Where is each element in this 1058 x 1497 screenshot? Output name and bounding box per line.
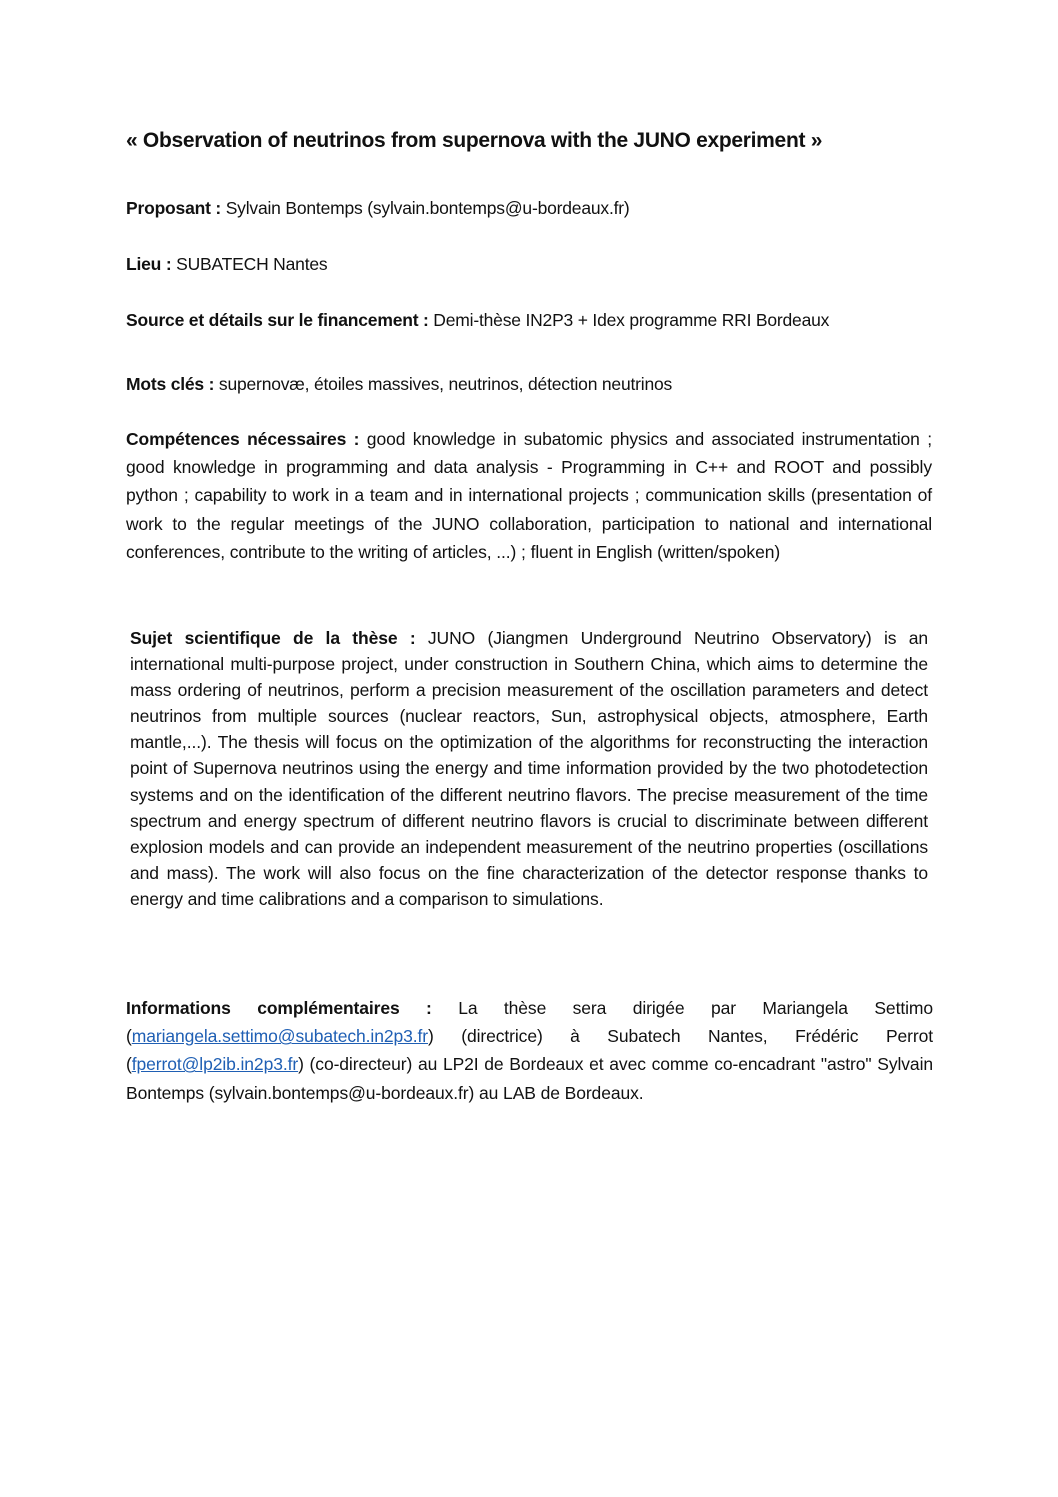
field-value: Demi-thèse IN2P3 + Idex programme RRI Bordeaux: [428, 310, 830, 330]
field-financement: [126, 310, 829, 331]
section-text: ) (directrice) à Subatech Nantes, Frédéric Perrot (: [126, 1026, 933, 1075]
section-text: La thèse sera dirigée par Mariangela Settimo (: [126, 998, 933, 1047]
section-text: good knowledge in subatomic physics and associated instrumentation ; good knowledge in programming and data analysis - Programming in C++ and ROOT and possibly python ; capability to work in a team and in international projects ; communication skills (presentation of work to the regular meetings of the JUNO collaboration, participation to national and international conferences, contribute to the writing of articles, ...) ; fluent in English (written/spoken): [126, 429, 932, 562]
section-label: Compétences nécessaires :: [126, 429, 360, 449]
field-label: Proposant :: [126, 198, 222, 218]
field-proposant: [126, 198, 630, 219]
field-label: Mots clés :: [126, 374, 215, 394]
field-mots-cles: [126, 374, 672, 395]
section-informations-complementaires: [126, 994, 933, 1107]
field-value: Sylvain Bontemps (sylvain.bontemps@u-bordeaux.fr): [221, 198, 630, 218]
field-value: supernovæ, étoiles massives, neutrinos, détection neutrinos: [214, 374, 673, 394]
section-sujet-scientifique: [130, 625, 928, 912]
section-label: Sujet scientifique de la thèse :: [130, 628, 416, 648]
field-value: SUBATECH Nantes: [171, 254, 328, 274]
email-link-perrot[interactable]: fperrot@lp2ib.in2p3.fr: [131, 1054, 299, 1075]
field-label: Source et détails sur le financement :: [126, 310, 429, 330]
section-competences: [126, 425, 932, 566]
email-link-settimo[interactable]: mariangela.settimo@subatech.in2p3.fr: [131, 1026, 429, 1047]
document-title: « Observation of neutrinos from supernova with the JUNO experiment »: [126, 129, 823, 152]
section-text: JUNO (Jiangmen Underground Neutrino Observatory) is an international multi-purpose project, under construction in Southern China, which aims to determine the mass ordering of neutrinos, perform a precision measurement of the oscillation parameters and detect neutrinos from multiple sources (nuclear reactors, Sun, astrophysical objects, atmosphere, Earth mantle,...). The thesis will focus on the optimization of the algorithms for reconstructing the interaction point of Supernova neutrinos using the energy and time information provided by the two photodetection systems and on the identification of the different neutrino flavors. The precise measurement of the time spectrum and energy spectrum of different neutrino flavors is crucial to discriminate between different explosion models and can provide an independent measurement of the neutrino properties (oscillations and mass). The work will also focus on the fine characterization of the detector response thanks to energy and time calibrations and a comparison to simulations.: [130, 628, 928, 909]
section-label: Informations complémentaires :: [126, 998, 432, 1018]
field-label: Lieu :: [126, 254, 172, 274]
field-lieu: [126, 254, 327, 275]
section-text: ) (co-directeur) au LP2I de Bordeaux et avec comme co-encadrant "astro" Sylvain Bontemps (sylvain.bontemps@u-bordeaux.fr) au LAB de Bordeaux.: [126, 1054, 933, 1103]
